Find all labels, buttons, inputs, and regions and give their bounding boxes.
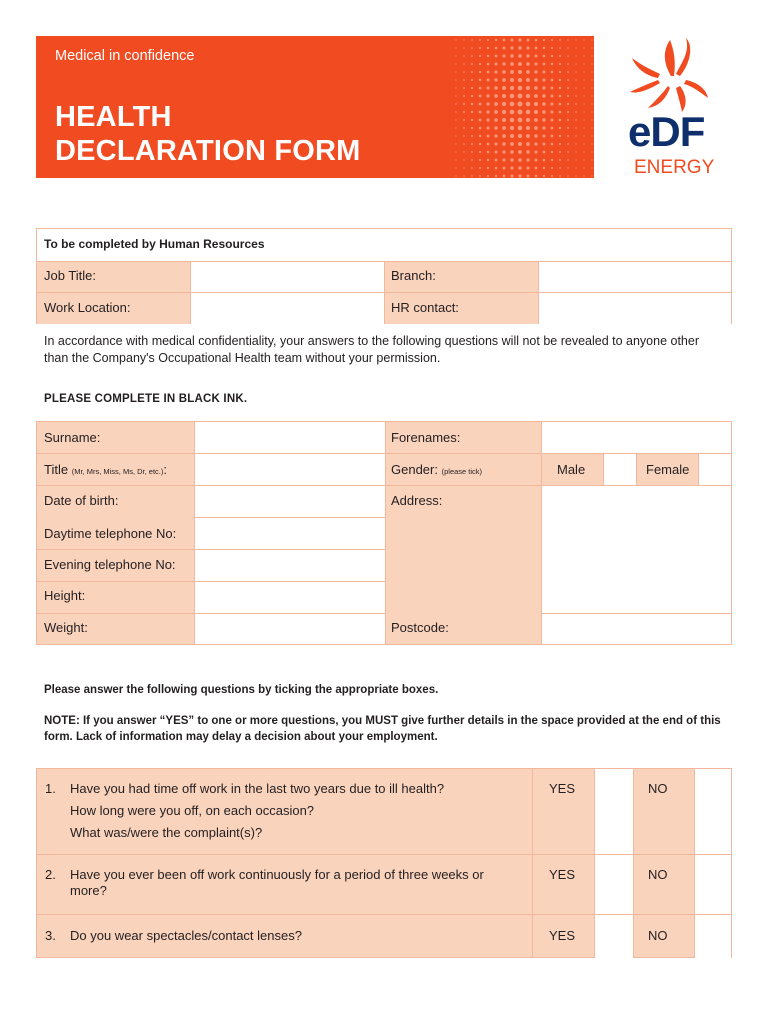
logo-subtext: ENERGY bbox=[634, 157, 715, 178]
question-row-1 bbox=[37, 769, 731, 855]
edf-energy-logo bbox=[624, 36, 724, 181]
work-location-field[interactable] bbox=[191, 293, 385, 324]
personal-details-section bbox=[36, 421, 732, 645]
row-eve-phone bbox=[37, 550, 385, 582]
yes-label: YES bbox=[549, 867, 576, 882]
hr-row-1 bbox=[37, 262, 731, 293]
height-field[interactable] bbox=[195, 582, 385, 613]
surname-field[interactable] bbox=[195, 422, 385, 453]
work-location-label: Work Location: bbox=[44, 300, 131, 315]
gender-label: Gender: (please tick) bbox=[391, 462, 483, 477]
yes-checkbox[interactable] bbox=[594, 769, 634, 854]
question-number: 1. bbox=[45, 781, 56, 796]
questions-section bbox=[36, 768, 732, 958]
branch-field[interactable] bbox=[539, 262, 731, 292]
note-text: NOTE: If you answer “YES” to one or more questions, you MUST give further details in the space provided at the end of this form. Lack of information may delay a decision about your employment. bbox=[44, 715, 721, 743]
hr-section bbox=[36, 228, 732, 324]
weight-label: Weight: bbox=[44, 620, 88, 635]
title-label: Title (Mr, Mrs, Miss, Ms, Dr, etc.): bbox=[44, 462, 167, 477]
eve-phone-field[interactable] bbox=[195, 550, 385, 581]
row-day-phone bbox=[37, 518, 385, 550]
male-label: Male bbox=[557, 462, 586, 477]
day-phone-label: Daytime telephone No: bbox=[44, 526, 177, 541]
surname-label: Surname: bbox=[44, 430, 101, 445]
yes-label: YES bbox=[549, 781, 576, 796]
postcode-label: Postcode: bbox=[391, 620, 449, 635]
eve-phone-label: Evening telephone No: bbox=[44, 557, 176, 572]
female-label: Female bbox=[646, 462, 690, 477]
no-label: NO bbox=[648, 928, 668, 943]
question-number: 2. bbox=[45, 867, 56, 882]
day-phone-field[interactable] bbox=[195, 518, 385, 549]
dob-label: Date of birth: bbox=[44, 493, 119, 508]
dob-field[interactable] bbox=[195, 486, 385, 518]
weight-field[interactable] bbox=[195, 614, 385, 645]
black-ink-heading: PLEASE COMPLETE IN BLACK INK. bbox=[44, 393, 248, 405]
forenames-field[interactable] bbox=[542, 422, 731, 453]
job-title-field[interactable] bbox=[191, 262, 385, 292]
question-row-2 bbox=[37, 855, 731, 915]
forenames-label: Forenames: bbox=[391, 430, 461, 445]
no-label: NO bbox=[648, 781, 668, 796]
sun-burst-icon bbox=[624, 36, 724, 116]
branch-label: Branch: bbox=[391, 268, 436, 283]
hr-row-2 bbox=[37, 293, 731, 324]
hr-heading-row bbox=[37, 229, 731, 262]
question-text: What was/were the complaint(s)? bbox=[70, 825, 263, 840]
question-text: Have you ever been off work continuously for a period of three weeks or more? bbox=[70, 867, 484, 898]
logo-text: eDF bbox=[628, 108, 705, 155]
height-label: Height: bbox=[44, 588, 86, 603]
row-weight bbox=[37, 614, 731, 645]
no-checkbox[interactable] bbox=[694, 855, 731, 914]
row-surname bbox=[37, 422, 731, 454]
hr-heading: To be completed by Human Resources bbox=[44, 237, 265, 251]
instructions-line: Please answer the following questions by ticking the appropriate boxes. bbox=[44, 684, 439, 696]
hr-contact-label: HR contact: bbox=[391, 300, 459, 315]
hr-contact-field[interactable] bbox=[539, 293, 731, 324]
row-title-gender bbox=[37, 454, 731, 486]
address-label: Address: bbox=[391, 493, 443, 508]
title-field[interactable] bbox=[195, 454, 385, 485]
postcode-field[interactable] bbox=[542, 614, 731, 645]
question-text: How long were you off, on each occasion? bbox=[70, 803, 315, 818]
question-text: Do you wear spectacles/contact lenses? bbox=[70, 928, 302, 943]
female-checkbox[interactable] bbox=[699, 454, 731, 485]
confidential-label: Medical in confidence bbox=[55, 48, 195, 64]
yes-checkbox[interactable] bbox=[594, 855, 634, 914]
row-height bbox=[37, 582, 385, 614]
confidentiality-text: In accordance with medical confidentiality, your answers to the following questions will not be revealed to anyone other than the Company's Occupational Health team without your permission. bbox=[44, 334, 699, 365]
no-checkbox[interactable] bbox=[694, 769, 731, 854]
question-text: Have you had time off work in the last two years due to ill health? bbox=[70, 781, 445, 796]
question-number: 3. bbox=[45, 928, 56, 943]
question-row-3 bbox=[37, 915, 731, 958]
form-title: HEALTH DECLARATION FORM bbox=[55, 101, 361, 167]
male-checkbox[interactable] bbox=[604, 454, 637, 485]
header-banner bbox=[36, 36, 594, 178]
yes-checkbox[interactable] bbox=[594, 915, 634, 958]
no-label: NO bbox=[648, 867, 668, 882]
no-checkbox[interactable] bbox=[694, 915, 731, 958]
yes-label: YES bbox=[549, 928, 576, 943]
job-title-label: Job Title: bbox=[44, 268, 97, 283]
address-field[interactable] bbox=[542, 486, 731, 614]
